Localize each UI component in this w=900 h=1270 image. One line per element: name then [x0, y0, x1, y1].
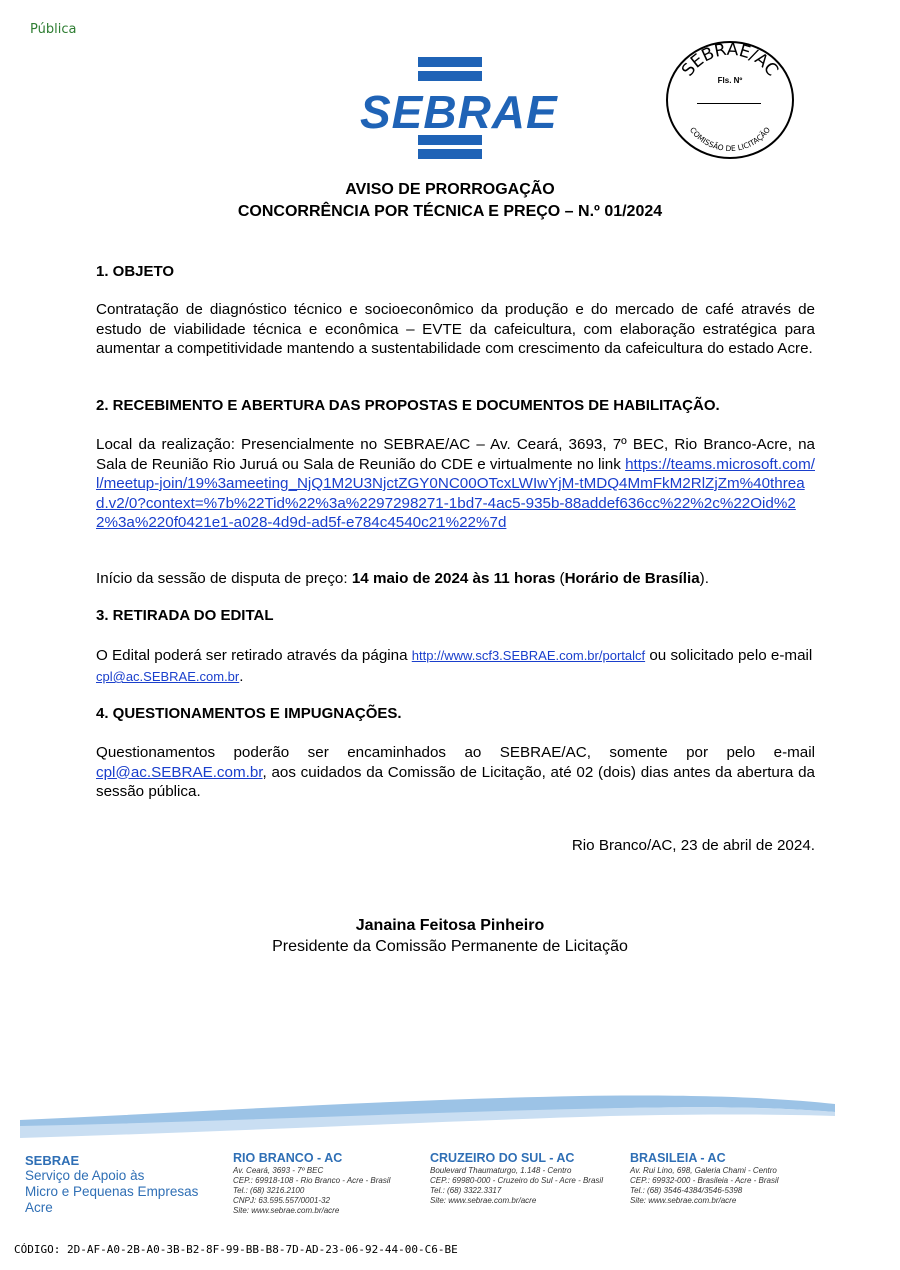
stamp-circle	[665, 40, 795, 160]
stamp-field-line	[697, 103, 761, 104]
stamp-field-label: Fls. Nº	[717, 76, 743, 85]
section-1-body: Contratação de diagnóstico técnico e socioeconômico da produção e do mercado de café através de estudo de viabilidade técnica e econômica – EVTE da cafeicultura, com elaboração estratégica para aumentar a competitividade mantendo a sustentabilidade com crescimento da cafeicultura do estado Acre.	[96, 301, 815, 357]
stamp-top-text: SEBRAE/AC	[677, 40, 783, 81]
footer-organization: SEBRAE Serviço de Apoio às Micro e Pequenas Empresas Acre	[25, 1153, 199, 1215]
section-4-heading: 4. QUESTIONAMENTOS E IMPUGNAÇÕES.	[96, 705, 402, 722]
svg-text:COMISSÃO DE LICITAÇÃO	[688, 125, 772, 153]
commission-stamp	[665, 40, 795, 160]
session-timezone: Horário de Brasília	[564, 570, 700, 587]
document-title: AVISO DE PRORROGAÇÃO	[345, 181, 555, 198]
edital-email-link[interactable]: cpl@ac.SEBRAE.com.br	[96, 669, 240, 684]
date-line: Rio Branco/AC, 23 de abril de 2024.	[571, 837, 815, 854]
sebrae-logo	[360, 57, 558, 159]
footer-office-brasileia: BRASILEIA - AC Av. Rui Lino, 698, Galeria Chami - Centro CEP.: 69932-000 - Brasileia - Acre - Brasil Tel.: (68) 3546-4384/3546-5398 Site: www.sebrae.com.br/acre	[630, 1151, 779, 1205]
signatory-role: Presidente da Comissão Permanente de Licitação	[272, 938, 628, 955]
section-2-location	[96, 435, 815, 533]
section-3-body: O Edital poderá ser retirado através da página http://www.scf3.SEBRAE.com.br/portalcf ou solicitado pelo e-mail cpl@ac.SEBRAE.com.br.	[96, 647, 813, 685]
logo-text: SEBRAE	[360, 86, 558, 138]
questions-email-link[interactable]: cpl@ac.SEBRAE.com.br	[96, 763, 263, 781]
session-start: Início da sessão de disputa de preço: 14 maio de 2024 às 11 horas (Horário de Brasília).	[96, 570, 709, 587]
footer-office-rio-branco: RIO BRANCO - AC Av. Ceará, 3693 - 7º BEC CEP.: 69918-108 - Rio Branco - Acre - Brasil Tel.: (68) 3216.2100 CNPJ: 63.595.557/0001-32 Site: www.sebrae.com.br/acre	[233, 1151, 391, 1215]
footer-wave	[20, 1082, 835, 1142]
classification-label: Pública	[30, 22, 77, 37]
section-3-heading: 3. RETIRADA DO EDITAL	[96, 607, 274, 624]
section-4-body: Questionamentos poderão ser encaminhados ao SEBRAE/AC, somente por pelo e-mail cpl@ac.SEBRAE.com.br, aos cuidados da Comissão de Licitação, até 02 (dois) dias antes da abertura da sessão pública.	[96, 744, 815, 800]
footer-office-cruzeiro-do-sul: CRUZEIRO DO SUL - AC Boulevard Thaumaturgo, 1.148 - Centro CEP.: 69980-000 - Cruzeiro do Sul - Acre - Brasil Tel.: (68) 3322.3317 Site: www.sebrae.com.br/acre	[430, 1151, 603, 1205]
document-subtitle: CONCORRÊNCIA POR TÉCNICA E PREÇO – N.º 01/2024	[237, 203, 663, 220]
meeting-link[interactable]: https://teams.microsoft.com/l/meetup-join/19%3ameeting_NjQ1M2U3NjctZGY0NC00OTcxLWIwYjM-tMDQ4MmFkM2RlZjZm%40thread.v2/0?context=%7b%22Tid%22%3a%2297298271-1bd7-4ac5-935b-88addef636cc%22%2c%22Oid%22%3a%220f0421e1-a028-4d9d-ad5f-e784c4540c21%22%7d	[96, 455, 815, 531]
svg-text:SEBRAE/AC	[678, 40, 782, 80]
session-date: 14 maio de 2024 às 11 horas	[351, 570, 556, 587]
footer-org-name: SEBRAE	[25, 1153, 80, 1168]
section-2-heading: 2. RECEBIMENTO E ABERTURA DAS PROPOSTAS E DOCUMENTOS DE HABILITAÇÃO.	[96, 397, 720, 414]
stamp-bottom-text: COMISSÃO DE LICITAÇÃO	[687, 125, 773, 154]
document-code: CÓDIGO: 2D-AF-A0-2B-A0-3B-B2-8F-99-BB-B8-7D-AD-23-06-92-44-00-C6-BE	[14, 1243, 458, 1256]
signatory-name: Janaina Feitosa Pinheiro	[355, 917, 545, 934]
section-1-heading: 1. OBJETO	[96, 263, 175, 280]
portal-link[interactable]: http://www.scf3.SEBRAE.com.br/portalcf	[411, 648, 646, 663]
location-text: Local da realização: Presencialmente no SEBRAE/AC – Av. Ceará, 3693, 7º BEC, Rio Branco-Acre, na Sala de Reunião Rio Juruá ou Sala de Reunião do CDE e virtualmente no link	[96, 436, 815, 473]
